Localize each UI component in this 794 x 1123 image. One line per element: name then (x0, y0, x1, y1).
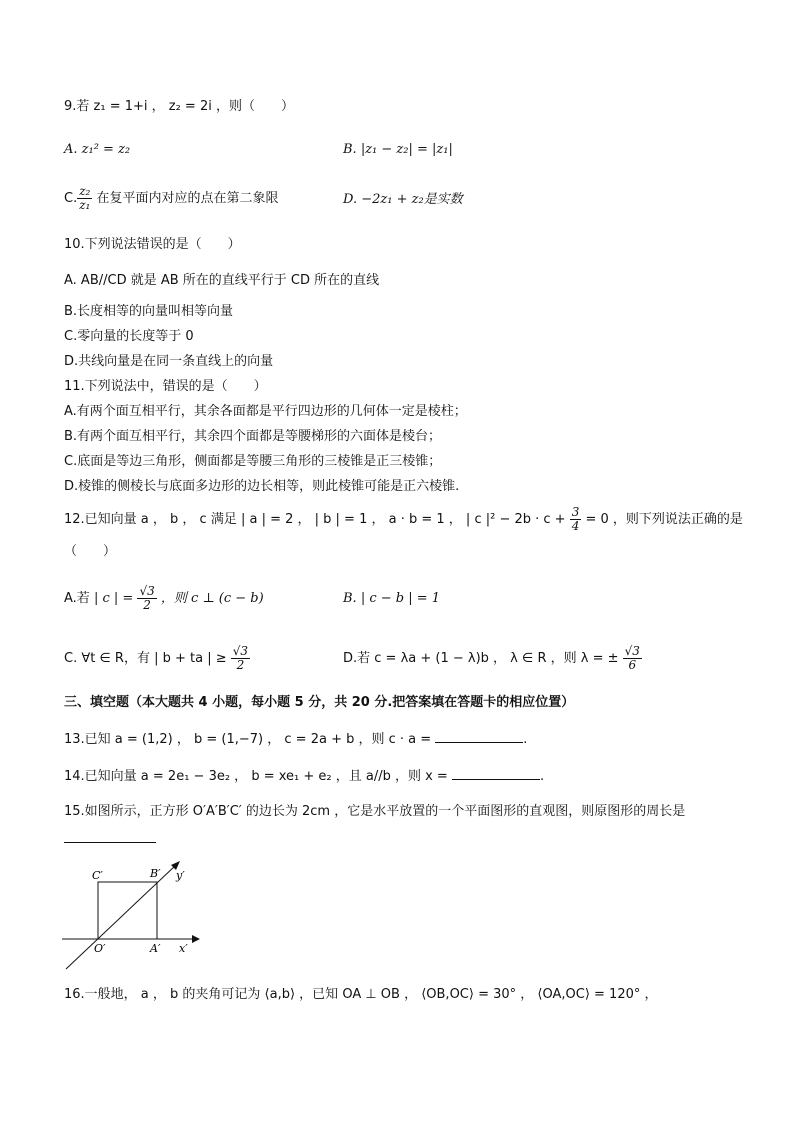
q10-option-c: C.零向量的长度等于 0 (64, 329, 194, 344)
q12-option-d-fraction (623, 645, 642, 672)
q12-option-d (343, 644, 642, 674)
q12-stem-paren: （ ） (64, 544, 117, 559)
q12-option-d-denominator: 6 (628, 658, 637, 672)
q12-stem-fraction-numerator: 3 (571, 505, 580, 519)
q12-option-c-numerator: √3 (232, 644, 249, 658)
q12-option-a-fraction (137, 585, 156, 612)
q9-option-b: B. |z₁ − z₂| = |z₁| (343, 142, 453, 157)
label-x: x′ (179, 942, 188, 955)
q13-text: 13.已知 a = (1,2) ， b = (1,−7) ， c = 2a + b ，则 c · a = (64, 732, 432, 747)
q12-option-d-prefix: D.若 c = λa + (1 − λ)b ， λ ∈ R ，则 λ = ± (343, 651, 619, 666)
q12-option-c-denominator: 2 (236, 658, 245, 672)
q15-figure (58, 855, 208, 975)
label-b: B′ (150, 867, 161, 880)
q12-option-a-abs-c: | c | = (93, 591, 134, 606)
q9-option-a: A. z₁² = z₂ (64, 142, 131, 157)
q11-option-d: D.棱锥的侧棱长与底面多边形的边长相等，则此棱锥可能是正六棱锥. (64, 479, 460, 494)
q13-answer-blank[interactable] (435, 729, 523, 743)
q15-answer-blank[interactable] (64, 842, 156, 843)
q14-end: . (539, 769, 545, 784)
q12-stem-part-b: = 0 ，则下列说法正确的是 (585, 512, 743, 527)
q12-option-a-numerator: √3 (139, 584, 155, 598)
q9-option-c-text: 在复平面内对应的点在第二象限 (96, 191, 279, 206)
q10-stem: 10.下列说法错误的是（ ） (64, 237, 241, 252)
q12-stem-fraction-denominator: 4 (571, 519, 580, 533)
q12-option-b: B. | c − b | = 1 (343, 591, 441, 606)
q11-option-c: C.底面是等边三角形，侧面都是等腰三角形的三棱锥是正三棱锥； (64, 454, 442, 469)
q10-option-a: A. AB//CD 就是 AB 所在的直线平行于 CD 所在的直线 (64, 273, 380, 288)
q14-text: 14.已知向量 a = 2e₁ − 3e₂ ， b = xe₁ + e₂ ，且 a//b ，则 x = (64, 769, 448, 784)
q10-option-d: D.共线向量是在同一条直线上的向量 (64, 354, 274, 369)
q12-stem-fraction (570, 506, 582, 533)
label-c: C′ (92, 869, 103, 882)
q12-option-a-suffix: ，则 c ⊥ (c − b) (160, 591, 264, 606)
x-axis-arrow (192, 935, 200, 943)
q12-option-a (64, 584, 264, 614)
q15-line1: 15.如图所示，正方形 O′A′B′C′ 的边长为 2cm ，它是水平放置的一个平面图形的直观图，则原图形的周长是 (64, 804, 686, 819)
q16-text: 16.一般地， a ， b 的夹角可记为 ⟨a,b⟩ ，已知 OA ⊥ OB ， ⟨OB,OC⟩ = 30° ， ⟨OA,OC⟩ = 120° ， (64, 987, 658, 1002)
q12-stem (64, 506, 743, 534)
q9-option-c-fraction (77, 185, 92, 212)
q9-option-d: D. −2z₁ + z₂是实数 (343, 192, 463, 207)
q9-stem: 9.若 z₁ = 1+i ， z₂ = 2i ，则（ ） (64, 99, 294, 114)
q9-option-c-denominator: z₁ (79, 198, 91, 212)
q12-stem-part-a: 12.已知向量 a ， b ， c 满足 | a | = 2 ， | b | = 1 ， a · b = 1 ， | c |² − 2b · c + (64, 512, 566, 527)
label-a: A′ (150, 942, 161, 955)
label-y: y′ (176, 869, 185, 882)
q9-option-c-numerator: z₂ (79, 184, 91, 198)
q11-option-a: A.有两个面互相平行，其余各面都是平行四边形的几何体一定是棱柱； (64, 404, 467, 419)
section-3-heading: 三、填空题（本大题共 4 小题，每小题 5 分，共 20 分.把答案填在答题卡的相应位置） (64, 695, 575, 710)
q13 (64, 729, 527, 749)
q12-option-c (64, 644, 250, 674)
q14 (64, 766, 544, 786)
q14-answer-blank[interactable] (452, 766, 540, 780)
q12-option-d-numerator: √3 (624, 644, 640, 658)
q11-option-b: B.有两个面互相平行，其余四个面都是等腰梯形的六面体是棱台； (64, 429, 442, 444)
q11-stem: 11.下列说法中，错误的是（ ） (64, 379, 267, 394)
q12-option-a-denominator: 2 (143, 598, 151, 612)
q12-option-a-prefix: A.若 (64, 591, 90, 606)
q9-option-c (64, 184, 279, 214)
q12-option-c-fraction (231, 645, 250, 672)
q13-end: . (523, 732, 528, 747)
label-o: O′ (94, 942, 106, 955)
q12-option-c-prefix: C. ∀t ∈ R，有 | b + ta | ≥ (64, 651, 227, 666)
q10-option-b: B.长度相等的向量叫相等向量 (64, 304, 234, 319)
q9-option-c-prefix: C. (64, 191, 78, 206)
